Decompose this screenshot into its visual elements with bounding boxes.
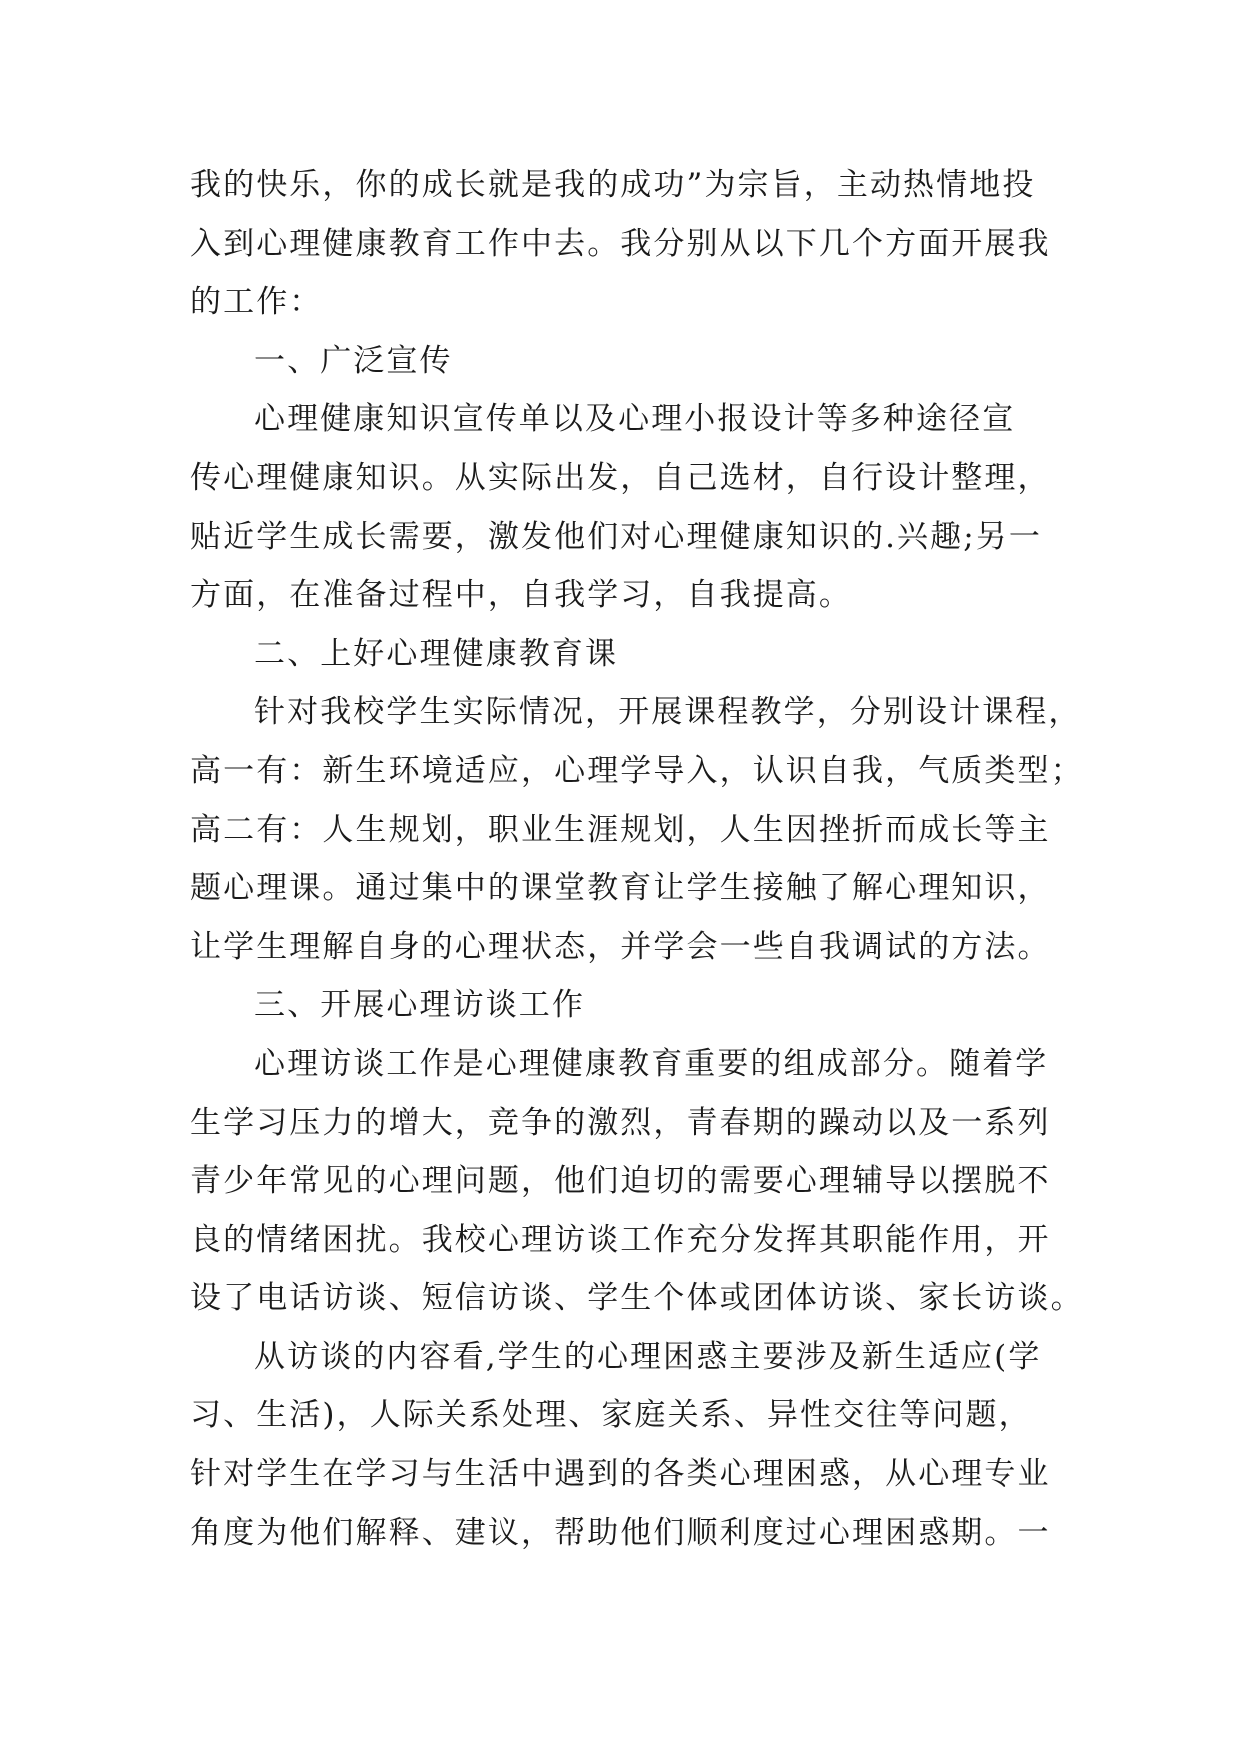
text-line: 良的情绪困扰。我校心理访谈工作充分发挥其职能作用，开 xyxy=(190,1221,1051,1258)
text-line: 高一有：新生环境适应，心理学导入，认识自我，气质类型； xyxy=(190,752,1084,789)
text-line: 入到心理健康教育工作中去。我分别从以下几个方面开展我 xyxy=(190,225,1051,262)
paragraph-start-line: 针对我校学生实际情况，开展课程教学，分别设计课程， xyxy=(254,694,1082,731)
text-line: 方面，在准备过程中，自我学习，自我提高。 xyxy=(190,577,852,614)
paragraph-start-line: 二、上好心理健康教育课 xyxy=(254,635,619,672)
text-line: 贴近学生成长需要，激发他们对心理健康知识的.兴趣;另一 xyxy=(190,518,1042,555)
text-line: 习、生活)，人际关系处理、家庭关系、异性交往等问题， xyxy=(190,1397,1032,1434)
text-line: 让学生理解自身的心理状态，并学会一些自我调试的方法。 xyxy=(190,928,1051,965)
paragraph-start-line: 心理访谈工作是心理健康教育重要的组成部分。随着学 xyxy=(254,1045,1049,1082)
text-line: 针对学生在学习与生活中遇到的各类心理困惑，从心理专业 xyxy=(190,1456,1051,1493)
text-line: 高二有：人生规划，职业生涯规划，人生因挫折而成长等主 xyxy=(190,811,1051,848)
text-line: 青少年常见的心理问题，他们迫切的需要心理辅导以摆脱不 xyxy=(190,1163,1051,1200)
text-line: 设了电话访谈、短信访谈、学生个体或团体访谈、家长访谈。 xyxy=(190,1280,1084,1317)
paragraph-start-line: 从访谈的内容看,学生的心理困惑主要涉及新生适应(学 xyxy=(254,1338,1042,1375)
text-line: 角度为他们解释、建议，帮助他们顺利度过心理困惑期。一 xyxy=(190,1514,1051,1551)
document-body xyxy=(190,156,1084,1562)
text-line: 生学习压力的增大，竞争的激烈，青春期的躁动以及一系列 xyxy=(190,1104,1051,1141)
text-line: 题心理课。通过集中的课堂教育让学生接触了解心理知识， xyxy=(190,870,1051,907)
paragraph-start-line: 三、开展心理访谈工作 xyxy=(254,987,585,1024)
paragraph-start-line: 一、广泛宣传 xyxy=(254,342,453,379)
text-line: 我的快乐，你的成长就是我的成功”为宗旨，主动热情地投 xyxy=(190,167,1036,203)
text-line: 的工作： xyxy=(190,284,323,321)
paragraph-start-line: 心理健康知识宣传单以及心理小报设计等多种途径宣 xyxy=(254,401,1016,438)
text-line: 传心理健康知识。从实际出发，自己选材，自行设计整理， xyxy=(190,459,1051,496)
